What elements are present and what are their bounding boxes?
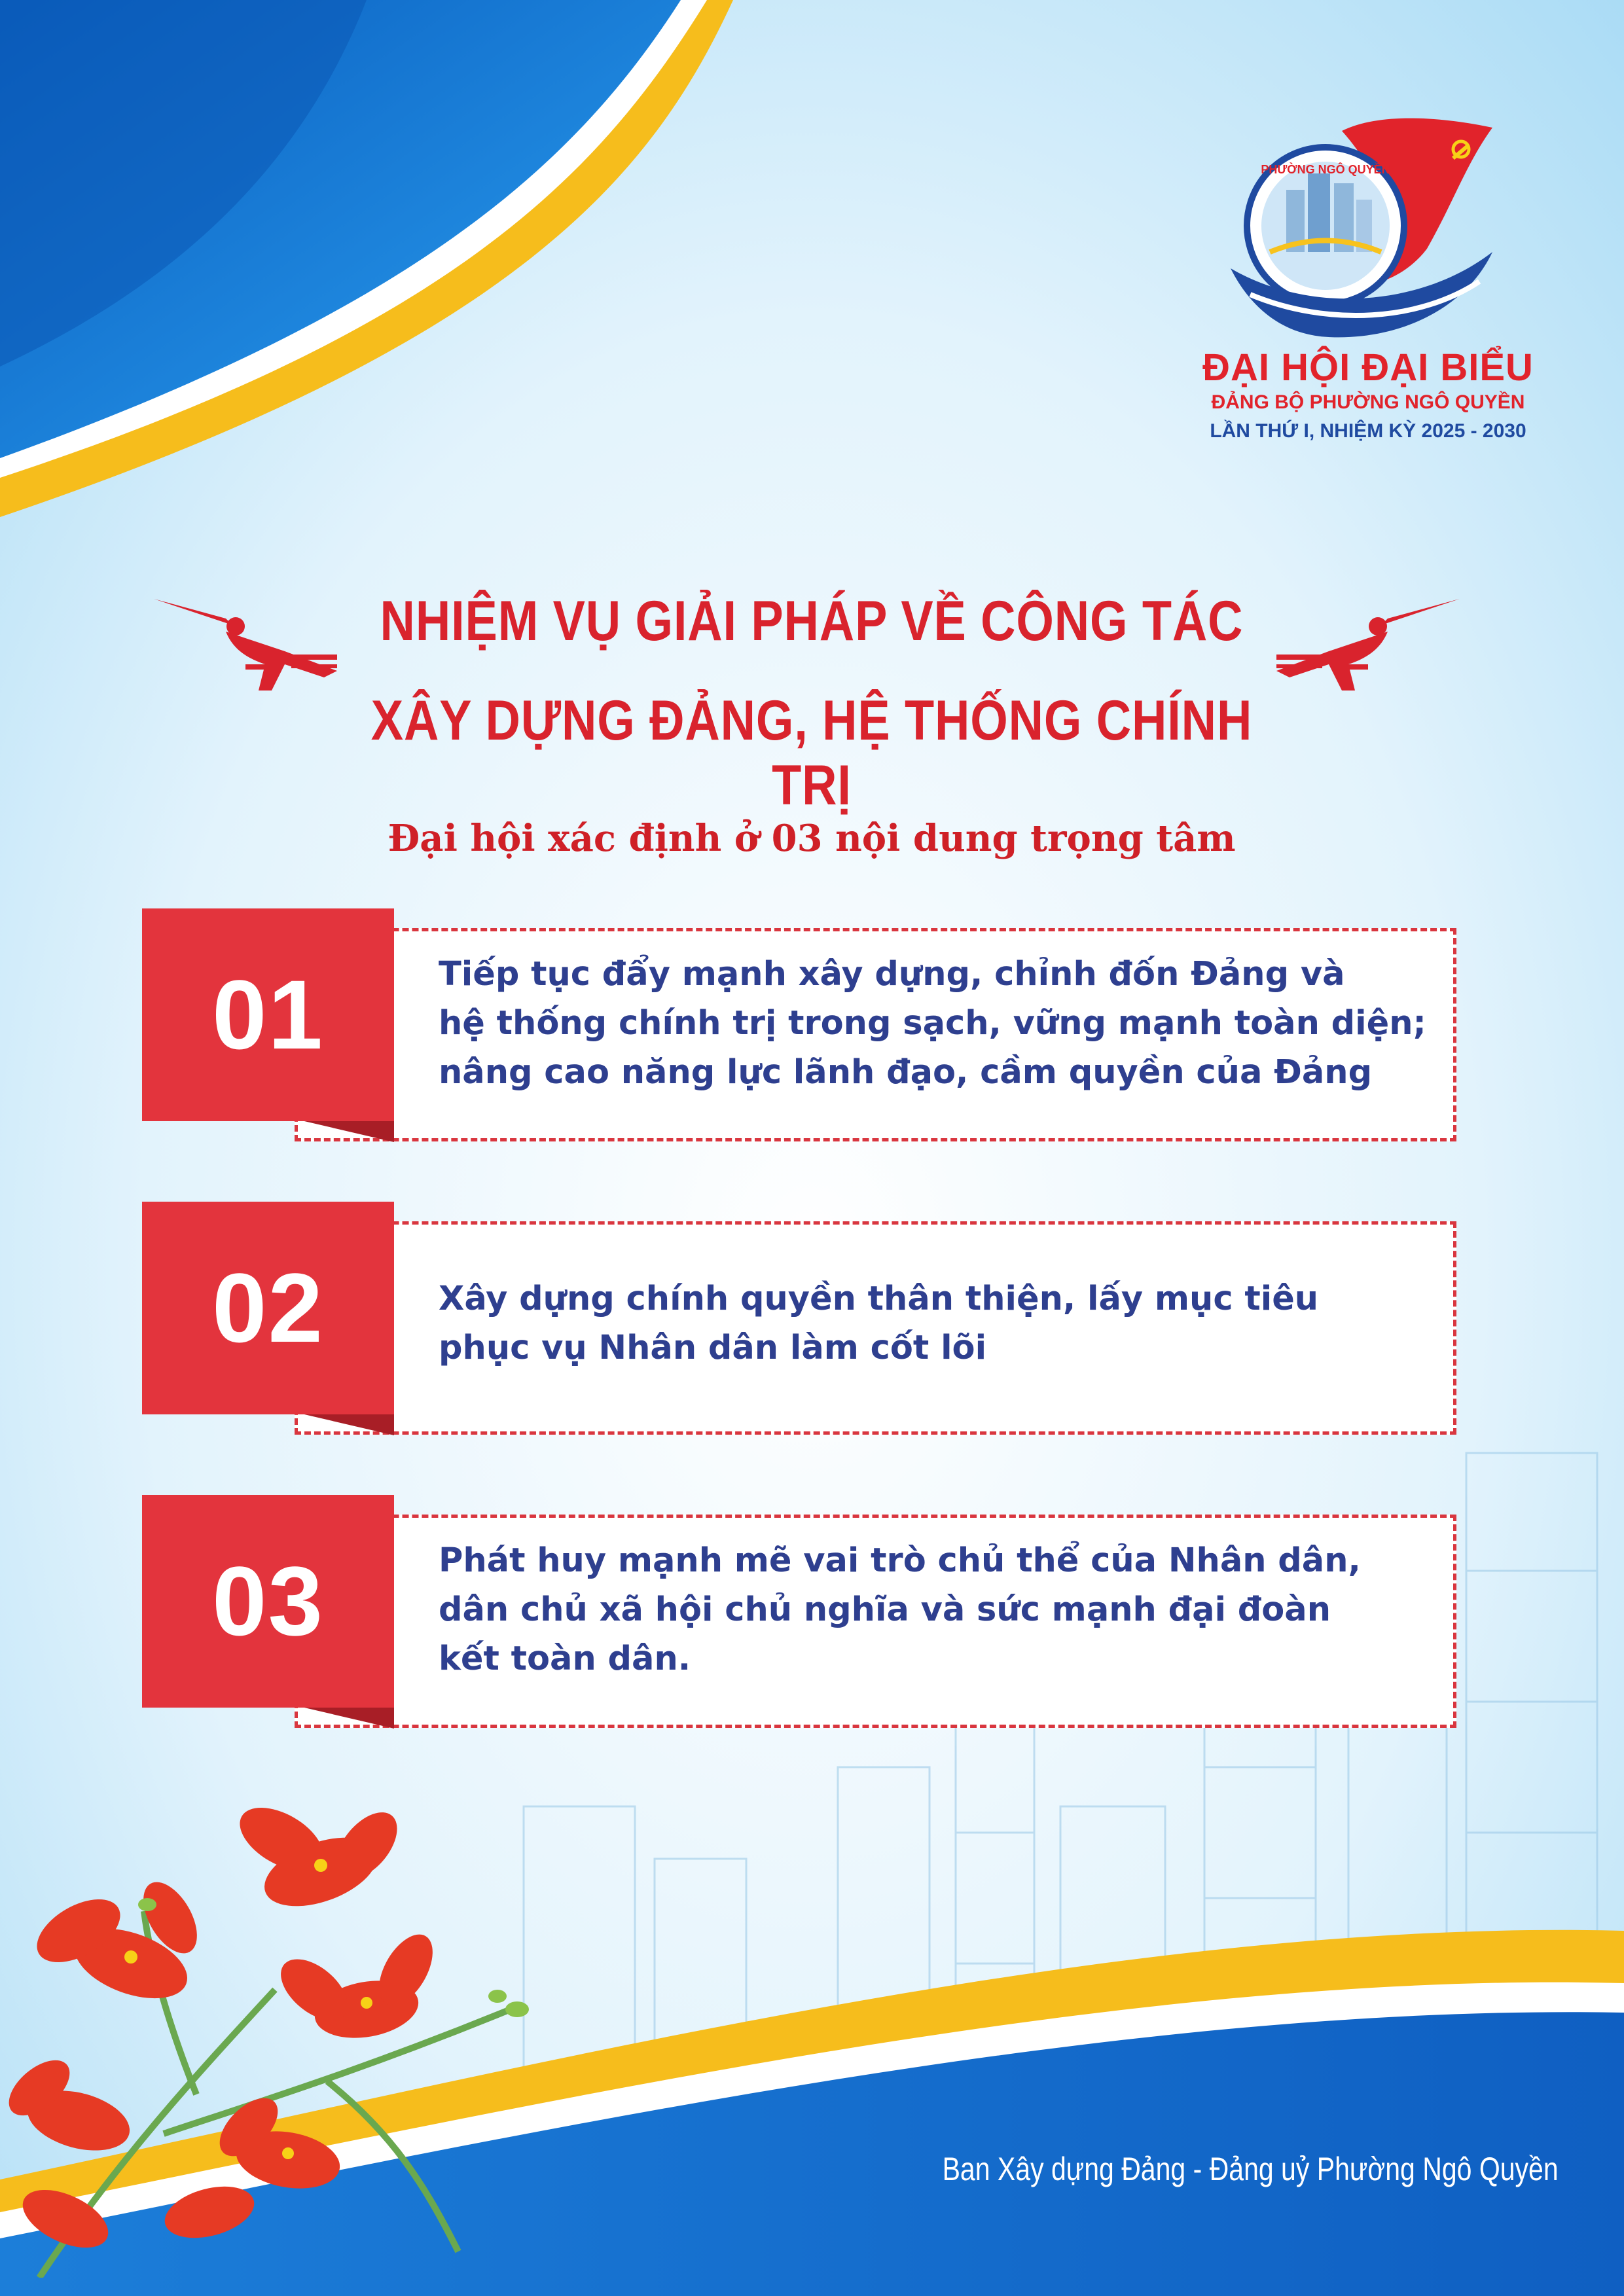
congress-emblem-icon bbox=[1231, 111, 1506, 347]
logo-term: LẦN THỨ I, NHIỆM KỲ 2025 - 2030 bbox=[1210, 420, 1526, 442]
number-fold-shadow bbox=[296, 1412, 394, 1435]
item-text-line: Phát huy mạnh mẽ vai trò chủ thể của Nhân dân, bbox=[439, 1541, 1361, 1580]
item-text-line: phục vụ Nhân dân làm cốt lõi bbox=[439, 1329, 987, 1367]
item-text-3 bbox=[439, 1536, 1434, 1683]
item-text-line: hệ thống chính trị trong sạch, vững mạnh toàn diện; bbox=[439, 1004, 1426, 1043]
poster-subtitle: Đại hội xác định ở 03 nội dung trọng tâm bbox=[388, 817, 1236, 860]
svg-text:PHƯỜNG NGÔ QUYỀN: PHƯỜNG NGÔ QUYỀN bbox=[1261, 163, 1390, 176]
item-text-line: Xây dựng chính quyền thân thiện, lấy mục tiêu bbox=[439, 1280, 1319, 1318]
item-number-1: 01 bbox=[212, 960, 324, 1069]
item-number-2: 02 bbox=[212, 1253, 324, 1363]
logo-title: ĐẠI HỘI ĐẠI BIỂU bbox=[1202, 346, 1534, 389]
lac-bird-left-icon bbox=[154, 592, 350, 697]
item-card-2 bbox=[295, 1221, 1456, 1435]
number-fold-shadow bbox=[296, 1706, 394, 1729]
item-text-line: nâng cao năng lực lãnh đạo, cầm quyền của Đảng bbox=[439, 1053, 1373, 1092]
phoenix-flower-icon bbox=[0, 1793, 563, 2278]
lac-bird-right-icon bbox=[1263, 592, 1460, 697]
number-fold-shadow bbox=[296, 1119, 394, 1142]
item-text-line: Tiếp tục đẩy mạnh xây dựng, chỉnh đốn Đảng và bbox=[439, 955, 1345, 994]
item-text-line: dân chủ xã hội chủ nghĩa và sức mạnh đại đoàn bbox=[439, 1590, 1331, 1629]
item-text-1 bbox=[439, 950, 1434, 1097]
logo-subtitle: ĐẢNG BỘ PHƯỜNG NGÔ QUYỀN bbox=[1211, 391, 1525, 413]
poster-title-line-2: XÂY DỰNG ĐẢNG, HỆ THỐNG CHÍNH TRỊ bbox=[370, 689, 1253, 817]
item-card-1 bbox=[295, 928, 1456, 1141]
footer-credit: Ban Xây dựng Đảng - Đảng uỷ Phường Ngô Quyền bbox=[942, 2151, 1559, 2187]
item-text-line: kết toàn dân. bbox=[439, 1640, 691, 1678]
item-text-2 bbox=[439, 1274, 1434, 1372]
item-card-3 bbox=[295, 1515, 1456, 1728]
item-number-3: 03 bbox=[212, 1546, 324, 1656]
poster-title-line-1: NHIỆM VỤ GIẢI PHÁP VỀ CÔNG TÁC bbox=[380, 590, 1244, 653]
